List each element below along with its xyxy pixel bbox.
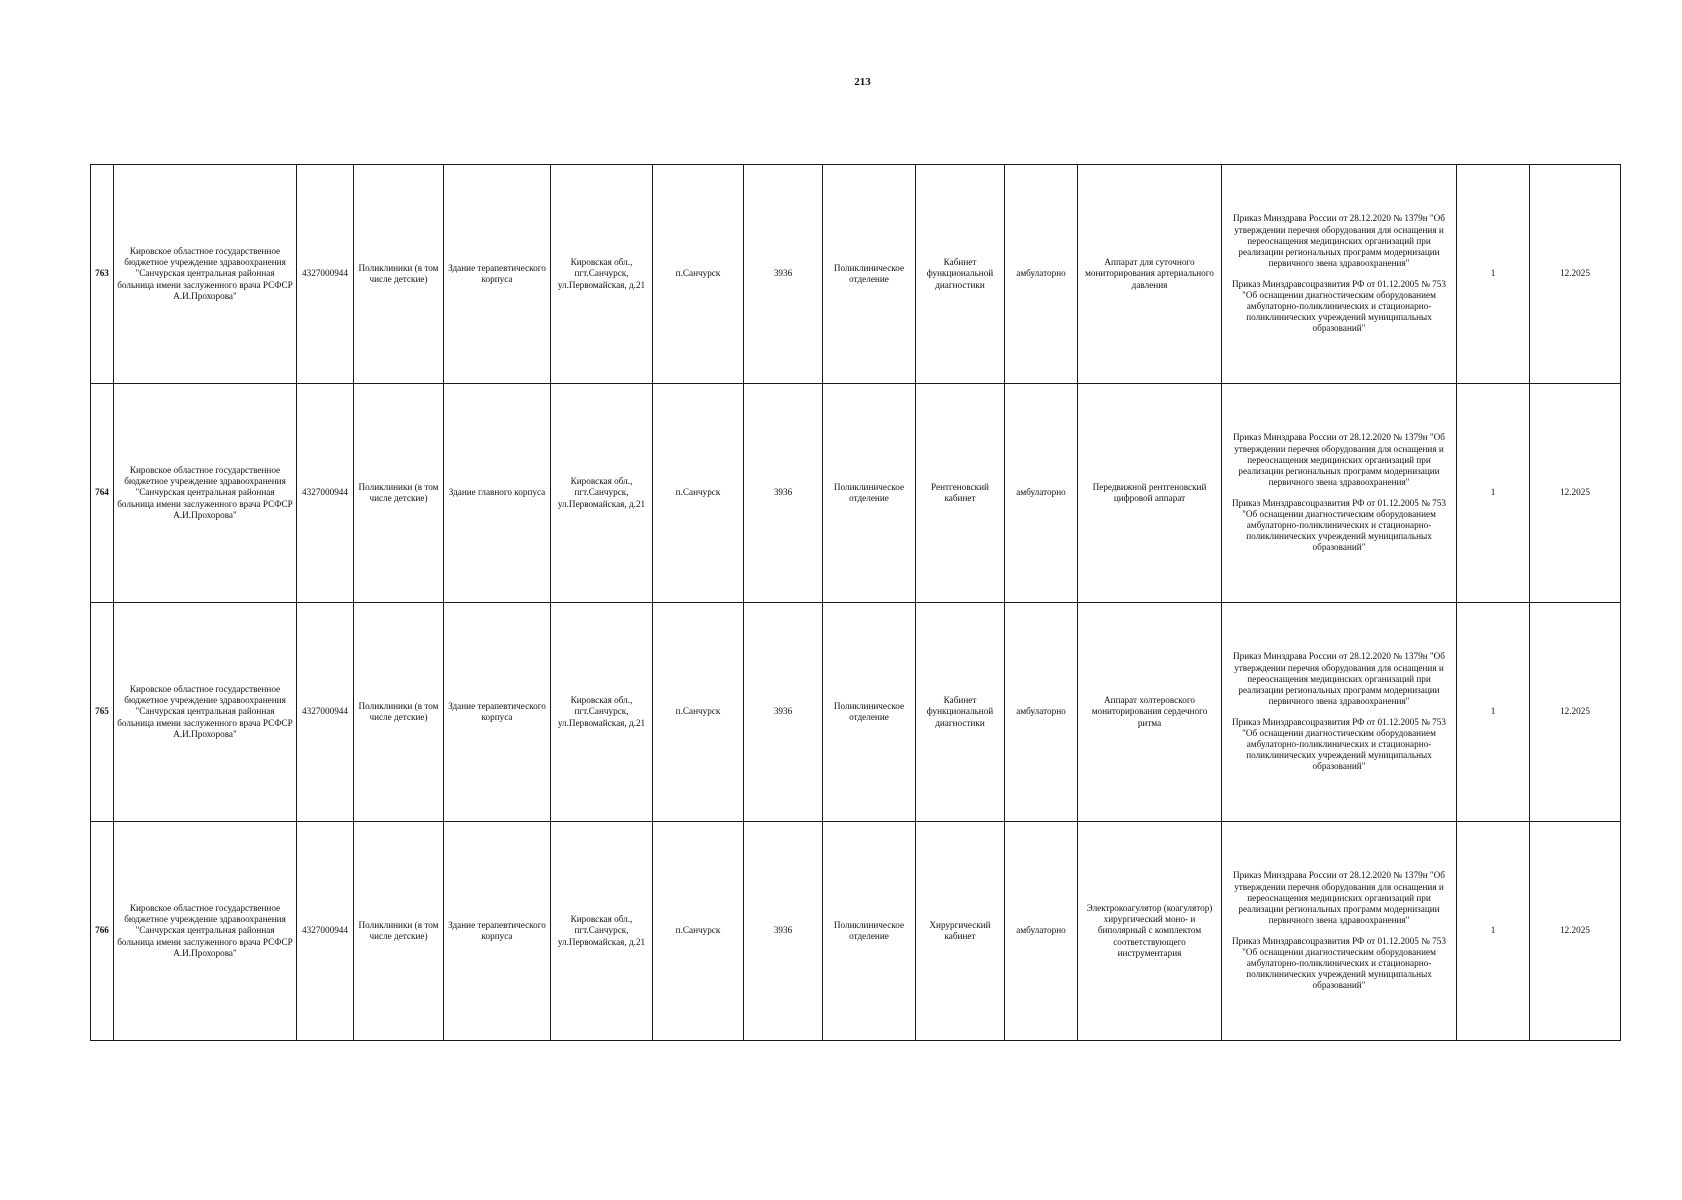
organization-name: Кировское областное государственное бюджетное учреждение здравоохранения "Санчурская центральная районная больница имени заслуженного врача РСФСР А.И.Прохорова" (114, 384, 297, 603)
regulatory-doc-2: Приказ Минздравсоцразвития РФ от 01.12.2005 № 753 "Об оснащении диагностическим оборудованием амбулаторно-поликлинических и стационарно-поликлинических учреждений муниципальных образований" (1232, 935, 1446, 991)
row-number: 763 (91, 165, 114, 384)
regulatory-basis (1222, 822, 1457, 1041)
row-number: 766 (91, 822, 114, 1041)
deadline-date: 12.2025 (1530, 603, 1621, 822)
address: Кировская обл., пгт.Санчурск, ул.Первомайская, д.21 (551, 822, 653, 1041)
equipment-table (90, 164, 1621, 1041)
settlement: п.Санчурск (653, 165, 744, 384)
regulatory-doc-2: Приказ Минздравсоцразвития РФ от 01.12.2005 № 753 "Об оснащении диагностическим оборудованием амбулаторно-поликлинических и стационарно-поликлинических учреждений муниципальных образований" (1232, 278, 1446, 334)
regulatory-basis (1222, 165, 1457, 384)
regulatory-basis (1222, 384, 1457, 603)
deadline-date: 12.2025 (1530, 384, 1621, 603)
equipment-name: Электрокоагулятор (коагулятор) хирургический моно- и биполярный с комплектом соответствующего инструментария (1078, 822, 1222, 1041)
settlement: п.Санчурск (653, 384, 744, 603)
building-name: Здание терапевтического корпуса (444, 822, 551, 1041)
equipment-name: Аппарат для суточного мониторирования артериального давления (1078, 165, 1222, 384)
regulatory-doc-1: Приказ Минздрава России от 28.12.2020 № 1379н "Об утверждении перечня оборудования для оснащения и переоснащения медицинских организаций при реализации региональных программ модернизации первичного звена здравоохранения" (1232, 870, 1445, 926)
department: Поликлиническое отделение (823, 384, 916, 603)
organization-name: Кировское областное государственное бюджетное учреждение здравоохранения "Санчурская центральная районная больница имени заслуженного врача РСФСР А.И.Прохорова" (114, 165, 297, 384)
equipment-name: Передвижной рентгеновский цифровой аппарат (1078, 384, 1222, 603)
deadline-date: 12.2025 (1530, 822, 1621, 1041)
organization-name: Кировское областное государственное бюджетное учреждение здравоохранения "Санчурская центральная районная больница имени заслуженного врача РСФСР А.И.Прохорова" (114, 603, 297, 822)
population: 3936 (744, 165, 823, 384)
regulatory-doc-2: Приказ Минздравсоцразвития РФ от 01.12.2005 № 753 "Об оснащении диагностическим оборудованием амбулаторно-поликлинических и стационарно-поликлинических учреждений муниципальных образований" (1232, 716, 1446, 772)
inn-code: 4327000944 (297, 822, 354, 1041)
equipment-name: Аппарат холтеровского мониторирования сердечного ритма (1078, 603, 1222, 822)
care-form: амбулаторно (1005, 822, 1078, 1041)
settlement: п.Санчурск (653, 822, 744, 1041)
facility-type: Поликлиники (в том числе детские) (354, 603, 444, 822)
row-number: 765 (91, 603, 114, 822)
building-name: Здание терапевтического корпуса (444, 603, 551, 822)
organization-name: Кировское областное государственное бюджетное учреждение здравоохранения "Санчурская центральная районная больница имени заслуженного врача РСФСР А.И.Прохорова" (114, 822, 297, 1041)
row-number: 764 (91, 384, 114, 603)
facility-type: Поликлиники (в том числе детские) (354, 165, 444, 384)
building-name: Здание терапевтического корпуса (444, 165, 551, 384)
population: 3936 (744, 384, 823, 603)
table-row (91, 822, 1621, 1041)
population: 3936 (744, 603, 823, 822)
inn-code: 4327000944 (297, 603, 354, 822)
quantity: 1 (1457, 822, 1530, 1041)
inn-code: 4327000944 (297, 384, 354, 603)
address: Кировская обл., пгт.Санчурск, ул.Первомайская, д.21 (551, 165, 653, 384)
population: 3936 (744, 822, 823, 1041)
regulatory-doc-1: Приказ Минздрава России от 28.12.2020 № 1379н "Об утверждении перечня оборудования для оснащения и переоснащения медицинских организаций при реализации региональных программ модернизации первичного звена здравоохранения" (1232, 432, 1445, 488)
regulatory-doc-1: Приказ Минздрава России от 28.12.2020 № 1379н "Об утверждении перечня оборудования для оснащения и переоснащения медицинских организаций при реализации региональных программ модернизации первичного звена здравоохранения" (1232, 213, 1445, 269)
inn-code: 4327000944 (297, 165, 354, 384)
regulatory-doc-1: Приказ Минздрава России от 28.12.2020 № 1379н "Об утверждении перечня оборудования для оснащения и переоснащения медицинских организаций при реализации региональных программ модернизации первичного звена здравоохранения" (1232, 651, 1445, 707)
cabinet: Кабинет функциональной диагностики (916, 603, 1005, 822)
department: Поликлиническое отделение (823, 822, 916, 1041)
page-number: 213 (854, 76, 871, 88)
table-row (91, 384, 1621, 603)
cabinet: Кабинет функциональной диагностики (916, 165, 1005, 384)
facility-type: Поликлиники (в том числе детские) (354, 822, 444, 1041)
building-name: Здание главного корпуса (444, 384, 551, 603)
table-row (91, 603, 1621, 822)
address: Кировская обл., пгт.Санчурск, ул.Первомайская, д.21 (551, 384, 653, 603)
table-row (91, 165, 1621, 384)
address: Кировская обл., пгт.Санчурск, ул.Первомайская, д.21 (551, 603, 653, 822)
quantity: 1 (1457, 384, 1530, 603)
department: Поликлиническое отделение (823, 603, 916, 822)
quantity: 1 (1457, 165, 1530, 384)
regulatory-basis (1222, 603, 1457, 822)
cabinet: Хирургический кабинет (916, 822, 1005, 1041)
cabinet: Рентгеновский кабинет (916, 384, 1005, 603)
care-form: амбулаторно (1005, 603, 1078, 822)
regulatory-doc-2: Приказ Минздравсоцразвития РФ от 01.12.2005 № 753 "Об оснащении диагностическим оборудованием амбулаторно-поликлинических и стационарно-поликлинических учреждений муниципальных образований" (1232, 497, 1446, 553)
settlement: п.Санчурск (653, 603, 744, 822)
department: Поликлиническое отделение (823, 165, 916, 384)
care-form: амбулаторно (1005, 165, 1078, 384)
facility-type: Поликлиники (в том числе детские) (354, 384, 444, 603)
deadline-date: 12.2025 (1530, 165, 1621, 384)
care-form: амбулаторно (1005, 384, 1078, 603)
quantity: 1 (1457, 603, 1530, 822)
